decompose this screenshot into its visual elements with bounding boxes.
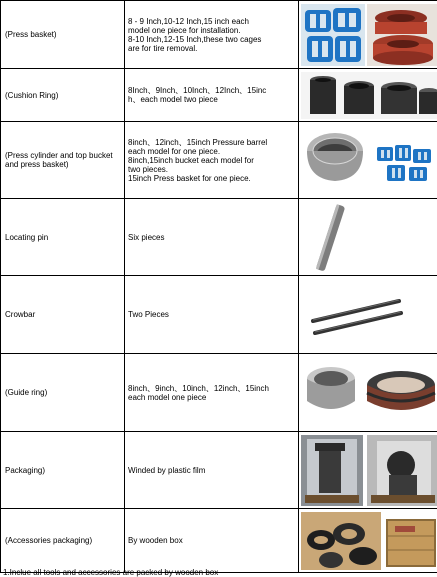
packaging-photo <box>301 435 437 506</box>
item-photo-cell <box>299 432 437 509</box>
desc-line: 8inch、9inch、10inch、12inch、15inch <box>128 384 295 393</box>
footnote: 1.Inclue all tools and accessories are packed by wooden box <box>3 568 218 577</box>
table-row <box>1 432 437 509</box>
guide-ring-photo <box>301 357 437 429</box>
item-name: (Cushion Ring) <box>5 91 58 100</box>
desc-line: are for tire removal. <box>128 44 295 53</box>
item-name: Crowbar <box>5 310 35 319</box>
crowbar-photo <box>301 279 437 351</box>
desc-line: two pieces. <box>128 165 295 174</box>
desc-line: Two Pieces <box>128 310 295 319</box>
item-name: (Press basket) <box>5 30 57 39</box>
accessories-box-photo <box>301 512 437 570</box>
item-photo-cell <box>299 354 437 432</box>
item-photo-cell <box>299 276 437 354</box>
item-photo-cell <box>299 509 437 573</box>
item-desc-cell <box>125 1 299 69</box>
desc-line: Winded by plastic film <box>128 466 295 475</box>
table-row <box>1 1 437 69</box>
desc-line: By wooden box <box>128 536 295 545</box>
item-photo-cell <box>299 69 437 122</box>
item-desc-cell <box>125 432 299 509</box>
item-name-cell <box>1 122 125 199</box>
desc-line: h、each model two piece <box>128 95 295 104</box>
press-cylinder-photo <box>301 125 437 196</box>
item-name-cell <box>1 69 125 122</box>
item-desc-cell <box>125 509 299 573</box>
table-row <box>1 199 437 276</box>
item-name: (Guide ring) <box>5 388 47 397</box>
item-desc-cell <box>125 276 299 354</box>
item-name-cell <box>1 199 125 276</box>
table-row <box>1 276 437 354</box>
item-name-cell <box>1 432 125 509</box>
locating-pin-photo <box>301 202 437 273</box>
item-name-cell <box>1 354 125 432</box>
desc-line: 15inch Press basket for one piece. <box>128 174 295 183</box>
item-name: (Accessories packaging) <box>5 536 92 545</box>
item-name: Locating pin <box>5 233 48 242</box>
desc-line: 8Inch、9Inch、10Inch、12Inch、15inc <box>128 86 295 95</box>
item-desc-cell <box>125 69 299 122</box>
desc-line: 8 - 9 Inch,10-12 Inch,15 inch each <box>128 17 295 26</box>
item-desc-cell <box>125 122 299 199</box>
desc-line: Six pieces <box>128 233 295 242</box>
item-name-cell <box>1 509 125 573</box>
desc-line: 8inch,15inch bucket each model for <box>128 156 295 165</box>
item-name: (Press cylinder and top bucket and press basket) <box>5 151 113 169</box>
item-desc-cell <box>125 354 299 432</box>
desc-line: 8inch、12inch、15inch Pressure barrel <box>128 138 295 147</box>
cushion-ring-photo <box>301 72 437 119</box>
table-row <box>1 354 437 432</box>
desc-line: model one piece for installation. <box>128 26 295 35</box>
item-photo-cell <box>299 1 437 69</box>
item-name-cell <box>1 276 125 354</box>
item-desc-cell <box>125 199 299 276</box>
item-photo-cell <box>299 122 437 199</box>
item-name-cell <box>1 1 125 69</box>
table-row <box>1 509 437 573</box>
table-row <box>1 122 437 199</box>
press-basket-photo <box>301 4 437 66</box>
desc-line: 8-10 Inch,12-15 Inch,these two cages <box>128 35 295 44</box>
desc-line: each model for one piece. <box>128 147 295 156</box>
item-name: Packaging) <box>5 466 45 475</box>
table-row <box>1 69 437 122</box>
item-photo-cell <box>299 199 437 276</box>
desc-line: each model one piece <box>128 393 295 402</box>
